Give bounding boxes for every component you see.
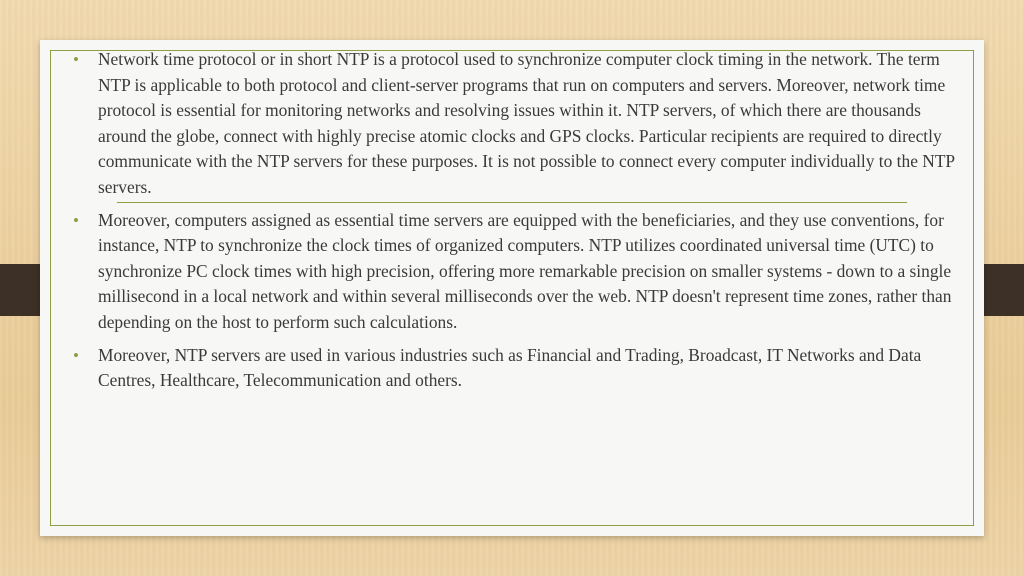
bullet-item (73, 47, 960, 201)
bullet-item (73, 208, 960, 336)
bullet-list (73, 47, 960, 401)
bullet-item (73, 343, 960, 394)
bullet-text: Network time protocol or in short NTP is a protocol used to synchronize computer clock timing in the network. The term NTP is applicable to both protocol and client-server programs that run on computers and servers. Moreover, network time protocol is essential for monitoring networks and resolving issues within it. NTP servers, of which there are thousands around the globe, connect with highly precise atomic clocks and GPS clocks. Particular recipients are required to directly communicate with the NTP servers for these purposes. It is not possible to connect every computer individually to the NTP servers. (98, 49, 955, 197)
bullet-text: Moreover, NTP servers are used in various industries such as Financial and Trading, Broadcast, IT Networks and Data Centres, Healthcare, Telecommunication and others. (98, 344, 922, 391)
bullet-dot-icon: • (73, 210, 79, 230)
bullet-dot-icon: • (73, 345, 79, 365)
bullet-text: Moreover, computers assigned as essential time servers are equipped with the beneficiaries, and they use conventions, for instance, NTP to synchronize the clock times of organized computers. NTP utilizes coordinated universal time (UTC) to synchronize PC clock times with high precision, offering more remarkable precision on smaller systems - down to a single millisecond in a local network and within several milliseconds over the web. NTP doesn't represent time zones, rather than depending on the host to perform such calculations. (98, 209, 952, 332)
bullet-dot-icon: • (73, 50, 79, 69)
